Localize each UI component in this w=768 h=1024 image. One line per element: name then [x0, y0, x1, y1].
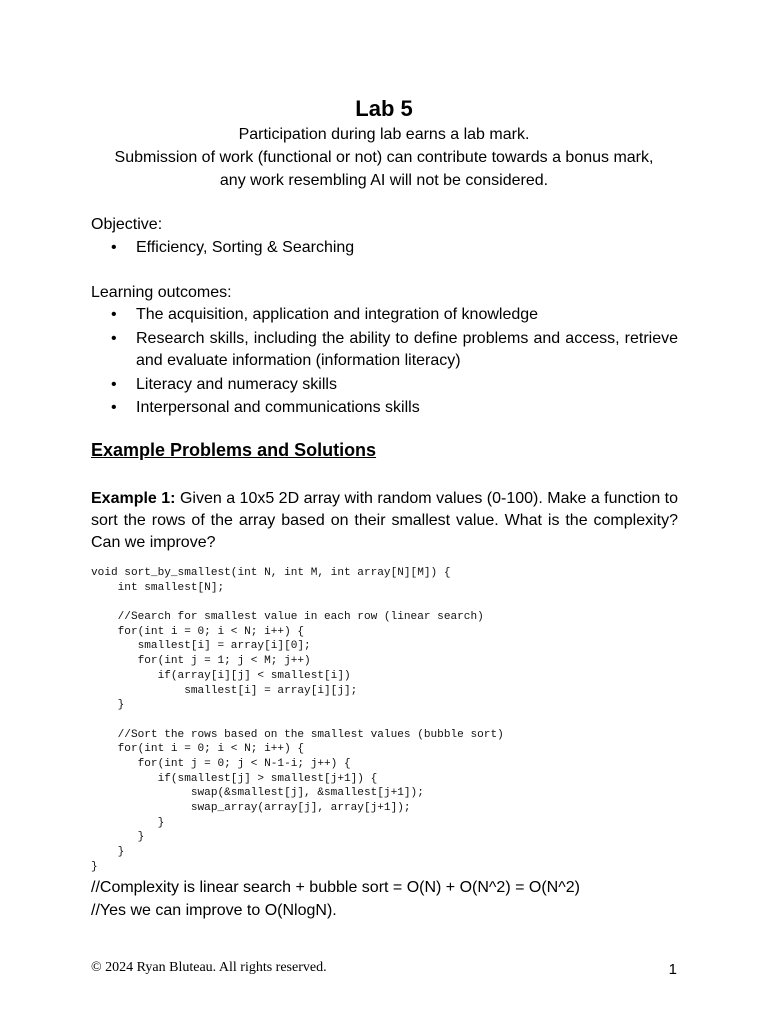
code-line: for(int j = 0; j < N-1-i; j++) { — [91, 757, 351, 770]
section-heading: Example Problems and Solutions — [91, 440, 377, 460]
list-item: • Literacy and numeracy skills — [91, 374, 678, 397]
learning-outcomes-list — [91, 304, 678, 421]
subtitle-line-1: Participation during lab earns a lab mark. — [238, 126, 530, 143]
objective-label: Objective: — [91, 216, 163, 233]
footer-copyright: © 2024 Ryan Bluteau. All rights reserved. — [91, 960, 327, 975]
code-line: int smallest[N]; — [91, 581, 225, 594]
page-title: Lab 5 — [355, 96, 413, 121]
code-line: if(smallest[j] > smallest[j+1]) { — [91, 772, 378, 785]
list-item: • Interpersonal and communications skills — [91, 397, 678, 420]
code-line: } — [91, 816, 165, 829]
code-line: swap(&smallest[j], &smallest[j+1]); — [91, 787, 424, 800]
bullet-icon: • — [111, 399, 117, 416]
code-line: } — [91, 860, 98, 873]
code-line: smallest[i] = array[i][0]; — [91, 640, 311, 653]
list-item: • Efficiency, Sorting & Searching — [91, 237, 678, 260]
code-line: } — [91, 699, 125, 712]
page-number: 1 — [668, 961, 677, 978]
code-line: if(array[i][j] < smallest[i]) — [91, 669, 351, 682]
code-line: swap_array(array[j], array[j+1]); — [91, 802, 411, 814]
code-line: void sort_by_smallest(int N, int M, int array[N][M]) { — [91, 567, 451, 579]
example-1-prompt — [91, 488, 678, 554]
code-line: } — [91, 846, 125, 859]
bullet-icon: • — [111, 306, 117, 323]
bullet-icon: • — [111, 375, 117, 393]
code-line: for(int i = 0; i < N; i++) { — [91, 625, 305, 638]
bullet-icon: • — [111, 239, 117, 256]
code-line: //Search for smallest value in each row (linear search) — [91, 611, 484, 624]
bullet-icon: • — [111, 329, 117, 347]
code-line: //Sort the rows based on the smallest values (bubble sort) — [91, 728, 504, 741]
list-item: • Research skills, including the ability to define problems and access, retrieve and evaluate information (information literacy) — [111, 329, 678, 369]
code-line: for(int i = 0; i < N; i++) { — [91, 743, 305, 756]
list-item: • The acquisition, application and integration of knowledge — [91, 304, 678, 327]
code-line: for(int j = 1; j < M; j++) — [91, 655, 311, 668]
code-line: smallest[i] = array[i][j]; — [91, 684, 358, 697]
objective-list — [91, 237, 678, 261]
subtitle-line-2: Submission of work (functional or not) can contribute towards a bonus mark, — [114, 149, 654, 166]
example-1-text: Given a 10x5 2D array with random values (0-100). Make a function to sort the rows of the array based on their smallest value. What is the complexity? Can we improve? — [91, 490, 679, 551]
code-line: } — [91, 831, 145, 844]
subtitle-line-3: any work resembling AI will not be considered. — [219, 172, 549, 189]
learning-outcomes-label: Learning outcomes: — [91, 284, 232, 301]
example-1-label: Example 1: — [91, 490, 176, 507]
complexity-answer-line: //Complexity is linear search + bubble sort = O(N) + O(N^2) = O(N^2) — [91, 879, 580, 896]
improvement-answer-line: //Yes we can improve to O(NlogN). — [91, 902, 337, 919]
code-block — [91, 566, 504, 874]
